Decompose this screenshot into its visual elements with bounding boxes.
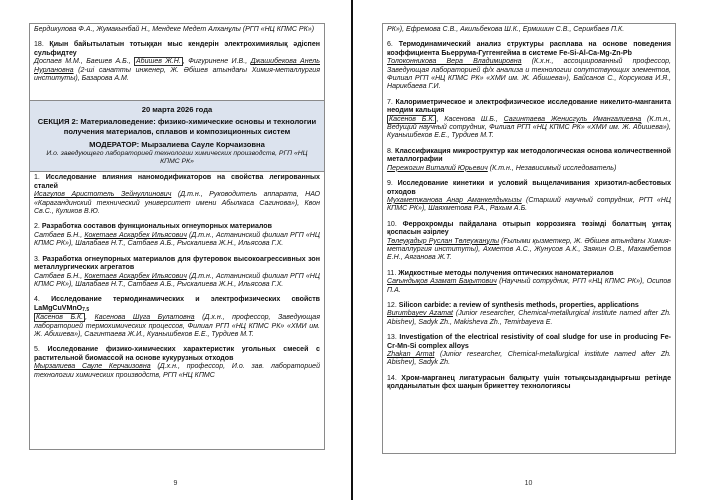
carryover-entry — [383, 24, 675, 37]
program-entry-18 — [30, 39, 324, 86]
entry-authors: Пережогин Виталий Юрьевич (К.т.н., Независимый исследователь) — [387, 164, 617, 172]
entry-number: 8. — [387, 147, 393, 155]
presenter-name: Джашибекова Анель Нурлановна — [34, 58, 320, 74]
presenter-name: Исагулов Аристотель Зейнуллинович — [34, 191, 172, 199]
program-entry-7 — [383, 97, 675, 144]
program-frame — [29, 23, 325, 450]
presenter-name: Касенова Шуга Булатовна — [94, 314, 195, 322]
entry-title: Исследование термодинамических и электрофизических свойств LaMgCuVMnO$_{7.5}$ — [34, 296, 320, 313]
program-entry-4 — [30, 294, 324, 342]
entry-number: 12. — [387, 301, 397, 309]
program-entry-8 — [383, 146, 675, 176]
moderator-name: МОДЕРАТОР: Мырзалиева Сауле Корчаизовна — [89, 139, 265, 149]
entry-authors: Исагулов Аристотель Зейнуллинович (Д.т.н., Руководитель аппарата, НАО «Карагандинский технический университет имени Абылкаса Сагинова»), Квон Св.С., Куликов В.Ю. — [34, 191, 321, 216]
entry-number: 13. — [387, 334, 397, 342]
entry-number: 7. — [387, 98, 393, 106]
entry-title: Исследование кинетики и условий выщелачивания хризотил-асбестовых отходов — [387, 180, 671, 196]
boxed-author: Касенов Б.К. — [389, 115, 435, 123]
entry-number: 5. — [34, 346, 40, 354]
entry-number: 3. — [34, 255, 40, 263]
presenter-name: Сагинтаева Женисгуль Имангалиевна — [503, 115, 642, 123]
entry-authors: Мырзалиева Сауле Керчаизовна (Д.х.н., профессор, И.о. зав. лабораторией технологии химических производств, РГП «НЦ КПМС — [34, 363, 320, 379]
entry-title: Термодинамический анализ структуры расплава на основе поведения коэффициента Бьеррума-Гуггенгейма в системе Fe-Si-Al-Ca-Mg-Zn-Pb — [387, 41, 672, 57]
presenter-name: Пережогин Виталий Юрьевич — [387, 164, 488, 172]
entry-authors: Касенов Б.К. , Касенова Ш.Б., Сагинтаева Женисгуль Имангалиевна (К.т.н., Ведущий научный сотрудник, Филиал РГП «НЦ КПМС РК» «ХМИ им. Ж. Абишева»), Куанышбеков Е.Е., Турдиев М.Т. — [387, 115, 671, 140]
entry-authors: Төлеуқадыр Руслан Төлеужанұлы (Ғылыми қызметкер, Ж. Әбішев атындағы Химия-металлургия институты), Ахметов А.С., Жунусов А.К., Заякин О.В., Махамбетов Е.Н., Аяганова Ж.Т. — [387, 237, 671, 262]
program-entry-2 — [30, 221, 324, 251]
program-entry-1 — [30, 172, 324, 219]
entry-authors: Бердикулова Ф.А., Жумакынбай Н., Мендеке Медет Алханұлы (РГП «НЦ КПМС РК») — [34, 26, 315, 33]
presenter-name: Мухаметжанова Анар Аманкелдыкызы — [387, 196, 522, 204]
entry-title: Разработка составов функциональных огнеупорных материалов — [41, 223, 272, 231]
entry-authors: Сағындықов Азамат Бақытович (Научный сотрудник, РГП «НЦ КПМС РК»), Осипов П.А. — [387, 278, 671, 294]
program-entry-5 — [30, 344, 324, 383]
entry-authors: Доспаев М.М., Баешев А.Б., Абишев Ж.Н. , Фигуриненe И.В., Джашибекова Анель Нурлановна (2-ші санатты инженер, Ж. Әбішев атындағы Химия-металлургия институты), Базарова А.М. — [34, 58, 320, 83]
presenter-name: Сағындықов Азамат Бақытович — [387, 278, 497, 286]
section-title: СЕКЦИЯ 2: Материаловедение: физико-химические основы и технологии получения материалов, сплавов и композиционных систем — [37, 117, 317, 137]
boxed-author: Абишев Ж.Н. — [136, 58, 181, 66]
program-entry-9 — [383, 178, 675, 217]
program-entry-10 — [383, 219, 675, 266]
program-entry-6 — [383, 39, 675, 94]
session-header — [30, 100, 324, 172]
program-frame — [382, 23, 676, 454]
entry-title: Калориметрическое и электрофизическое исследование никелито-манганита неодим кальция — [387, 98, 671, 115]
entry-authors: Burumbayev Azamat (Junior researcher, Chemical-metallurgical institute named after Zh. Abishev), Sadyk Zh., Makisheva Zh., Temirbayeva E. — [387, 310, 671, 326]
presenter-name: Кокетаев Аскарбек Ильясович — [84, 272, 187, 280]
entry-authors: Сатбаев Б.Н., Кокетаев Аскарбек Ильясович (Д.т.н., Астанинский филиал РГП «НЦ КПМС РК»), Шалабаев Н.Т., Сатбаев А.Б., Рыскалиева Ж.Н., Ильясова Г.Х. — [34, 272, 320, 288]
entry-authors: Толоконникова Вера Владимировна (К.х.н., ассоциированный профессор, Заведующая лабораторией ф/х анализа и технологии сопутствующих элементов, Филиал РГП «НЦ КПМС РК» «ХМИ им. Ж. Абишева»), Байсанов С., Корсукова И.Я., Нарикбаева Г.И. — [387, 58, 671, 91]
entry-title: Investigation of the electrical resistivity of coal sludge for use in producing Fe-Cr-Mn-Si complex alloys — [387, 334, 671, 350]
page-number: 10 — [524, 480, 533, 487]
program-entry-12 — [383, 300, 675, 330]
moderator-info: И.о. заведующего лабораторией технологии химических производств, РГП «НЦ КПМС РК» — [46, 149, 308, 166]
entry-title: Қиын байытылатын тотыққан мыс кендерін электрохимиялық әдіспен сульфидтеу — [34, 41, 320, 57]
presenter-name: Burumbayev Azamat — [387, 310, 454, 318]
page-number: 9 — [173, 480, 178, 487]
entry-number: 11. — [387, 269, 397, 277]
entry-title: Феррохромды пайдалана отырып коррозияға төзімді болаттың ұнтақ қоспасын әзірлеу — [387, 220, 671, 237]
entry-number: 2. — [34, 223, 40, 231]
presenter-name: Төлеуқадыр Руслан Төлеужанұлы — [387, 237, 500, 245]
entry-authors: Zhakan Armat (Junior researcher, Chemical-metallurgical institute named after Zh. Abishev), Sadyk Zh. — [387, 351, 671, 367]
boxed-author: Касенов Б.К. — [36, 314, 84, 322]
entry-authors: Касенов Б.К. , Касенова Шуга Булатовна (Д.х.н., профессор, Заведующая лабораторией термохимических процессов, Филиал РГП «НЦ КПМС РК» «ХМИ им. Ж. Абишева»), Сагинтаева Ж.И., Куанышбеков Е.Е., Турдиев М.Т. — [34, 314, 320, 338]
entry-authors: РК»), Ефремова С.В., Акильбекова Ш.К., Ермишин С.В., Серикбаев П.К. — [387, 26, 625, 33]
carryover-entry — [30, 24, 324, 37]
program-entry-14 — [383, 373, 675, 395]
program-entry-13 — [383, 332, 675, 371]
entry-number: 6. — [387, 41, 393, 49]
presenter-name: Толоконникова Вера Владимировна — [387, 58, 522, 66]
entry-authors: Мухаметжанова Анар Аманкелдыкызы (Старший научный сотрудник, РГП «НЦ КПМС РК»), Шаяхметова Р.А., Рахым А.Б. — [387, 196, 671, 213]
entry-number: 4. — [34, 296, 40, 304]
session-date: 20 марта 2026 года — [141, 105, 213, 115]
entry-title: Silicon carbide: a review of synthesis methods, properties, applications — [398, 301, 639, 309]
presenter-name: Кокетаев Аскарбек Ильясович — [84, 231, 187, 239]
presenter-name: Мырзалиева Сауле Керчаизовна — [34, 363, 151, 371]
entry-title: Исследование влияния наномодификаторов на свойства легированных сталей — [34, 174, 320, 190]
program-entry-3 — [30, 254, 324, 293]
entry-title: Разработка огнеупорных материалов для футеровок высокоагрессивных зон металлургических агрегатов — [34, 255, 320, 272]
entry-number: 1. — [34, 174, 40, 182]
entry-title: Жидкостные методы получения оптических наноматериалов — [398, 269, 614, 277]
entry-title: Хром-марганец лигатурасын балқыту үшін тотықсыздандырғыш ретінде қолданылатын фсх шаңын брикеттеу технологиясы — [387, 374, 671, 391]
entry-title: Исследование физико-химических характеристик угольных смесей с растительной биомассой на основе кукурузных отходов — [34, 346, 320, 362]
entry-title: Классификация микроструктур как методологическая основа количественной металлографии — [387, 147, 671, 164]
presenter-name: Zhakan Armat — [387, 351, 435, 358]
page-9 — [0, 0, 351, 500]
entry-number: 9. — [387, 180, 393, 188]
entry-number: 14. — [387, 374, 397, 382]
entry-number: 18. — [34, 41, 44, 49]
page-10 — [353, 0, 704, 500]
program-entry-11 — [383, 268, 675, 298]
entry-authors: Сатбаев Б.Н., Кокетаев Аскарбек Ильясович (Д.т.н., Астанинский филиал РГП «НЦ КПМС РК»), Шалабаев Н.Т., Сатбаев А.Б., Рыскалиева Ж.Н., Ильясова Г.Х. — [34, 231, 320, 248]
entry-number: 10. — [387, 220, 397, 228]
